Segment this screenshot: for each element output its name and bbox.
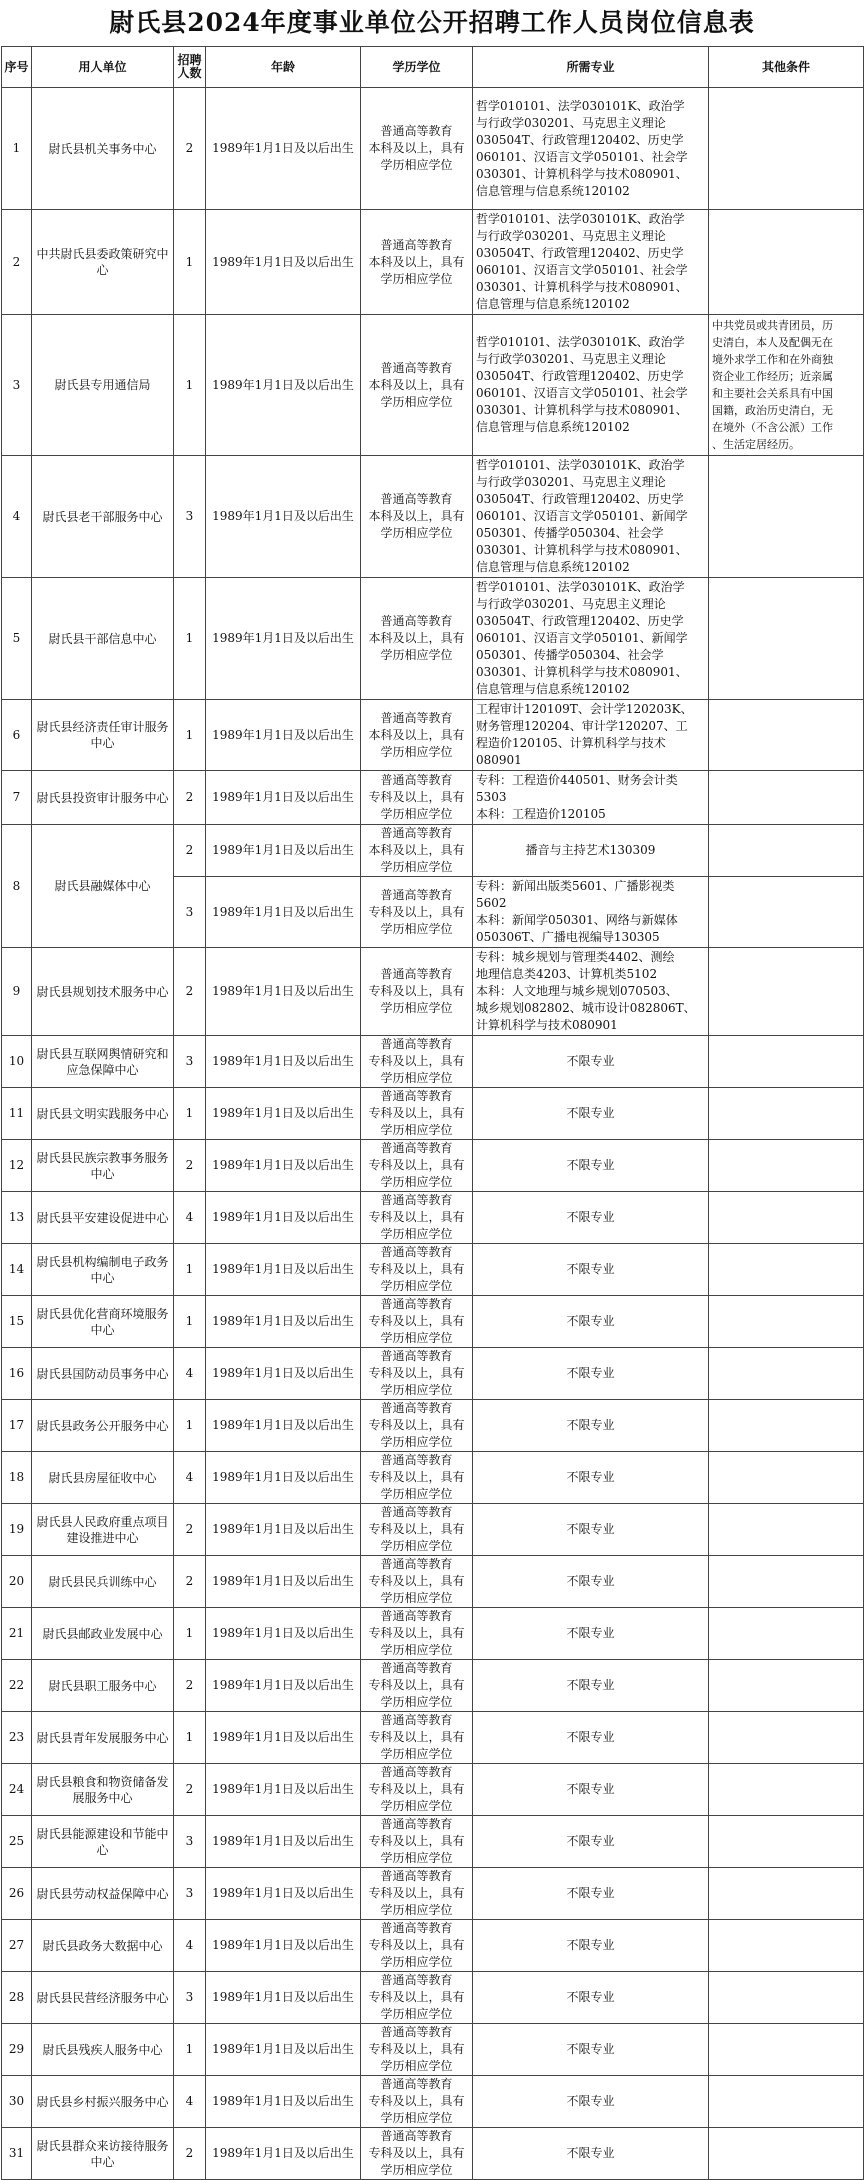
row-count: 1: [174, 2024, 206, 2076]
table-row: [2, 1348, 864, 1400]
row-count: 3: [174, 1868, 206, 1920]
row-unit: 尉氏县投资审计服务中心: [32, 771, 174, 825]
row-unit: 中共尉氏县委政策研究中心: [32, 210, 174, 315]
table-row: [2, 1452, 864, 1504]
row-seq: 13: [2, 1192, 32, 1244]
row-seq: 8: [2, 825, 32, 948]
table-row: [2, 700, 864, 771]
row-other: [709, 1920, 864, 1972]
row-count: 4: [174, 1452, 206, 1504]
row-edu: 普通高等教育 本科及以上，具有 学历相应学位: [361, 210, 473, 315]
row-unit: 尉氏县职工服务中心: [32, 1660, 174, 1712]
row-major: 哲学010101、法学030101K、政治学 与行政学030201、马克思主义理论 030504T、行政管理120402、历史学 060101、汉语言文学050101、新闻学 050301、传播学050304、社会学 030301、计算机科学与技术080901、 信息管理与信息系统120102: [473, 578, 709, 700]
row-unit: 尉氏县青年发展服务中心: [32, 1712, 174, 1764]
row-edu: 普通高等教育 专科及以上，具有 学历相应学位: [361, 2076, 473, 2128]
header-edu: 学历学位: [361, 47, 473, 88]
row-major: 不限专业: [473, 1140, 709, 1192]
row-seq: 12: [2, 1140, 32, 1192]
row-count: 1: [174, 1244, 206, 1296]
row-count: 2: [174, 2128, 206, 2180]
table-row: [2, 1504, 864, 1556]
header-seq: 序号: [2, 47, 32, 88]
row-edu: 普通高等教育 本科及以上，具有 学历相应学位: [361, 88, 473, 210]
row-other: [709, 1192, 864, 1244]
row-other: [709, 210, 864, 315]
row-unit: 尉氏县能源建设和节能中心: [32, 1816, 174, 1868]
row-age: 1989年1月1日及以后出生: [206, 1920, 361, 1972]
row-other: [709, 88, 864, 210]
row-seq: 26: [2, 1868, 32, 1920]
row-seq: 10: [2, 1036, 32, 1088]
table-row: [2, 315, 864, 456]
row-age: 1989年1月1日及以后出生: [206, 88, 361, 210]
row-seq: 6: [2, 700, 32, 771]
table-row: [2, 1140, 864, 1192]
row-edu: 普通高等教育 专科及以上，具有 学历相应学位: [361, 1244, 473, 1296]
row-edu: 普通高等教育 本科及以上，具有 学历相应学位: [361, 578, 473, 700]
row-count: 4: [174, 1192, 206, 1244]
row-count: 2: [174, 88, 206, 210]
row-edu: 普通高等教育 专科及以上，具有 学历相应学位: [361, 948, 473, 1036]
row-other: [709, 1504, 864, 1556]
row-major: 不限专业: [473, 1348, 709, 1400]
row-count: 3: [174, 456, 206, 578]
row-unit: 尉氏县政务公开服务中心: [32, 1400, 174, 1452]
row-age: 1989年1月1日及以后出生: [206, 1764, 361, 1816]
row-major: 不限专业: [473, 1504, 709, 1556]
row-seq: 7: [2, 771, 32, 825]
row-edu: 普通高等教育 专科及以上，具有 学历相应学位: [361, 2128, 473, 2180]
row-major: 哲学010101、法学030101K、政治学 与行政学030201、马克思主义理论 030504T、行政管理120402、历史学 060101、汉语言文学050101、社会学 030301、计算机科学与技术080901、 信息管理与信息系统120102: [473, 88, 709, 210]
row-major: 工程审计120109T、会计学120203K、 财务管理120204、审计学120207、工 程造价120105、计算机科学与技术 080901: [473, 700, 709, 771]
table-row: [2, 1868, 864, 1920]
row-major: 专科：城乡规划与管理类4402、测绘 地理信息类4203、计算机类5102 本科：人文地理与城乡规划070503、 城乡规划082802、城市设计082806T、 计算机科学与技术080901: [473, 948, 709, 1036]
row-count: 3: [174, 1972, 206, 2024]
row-seq: 31: [2, 2128, 32, 2180]
header-major: 所需专业: [473, 47, 709, 88]
row-seq: 3: [2, 315, 32, 456]
row-age: 1989年1月1日及以后出生: [206, 771, 361, 825]
row-edu: 普通高等教育 专科及以上，具有 学历相应学位: [361, 877, 473, 948]
row-count: 2: [174, 948, 206, 1036]
row-count: 2: [174, 1504, 206, 1556]
row-other: [709, 456, 864, 578]
row-other: [709, 771, 864, 825]
row-age: 1989年1月1日及以后出生: [206, 825, 361, 877]
row-count: 1: [174, 315, 206, 456]
table-row: [2, 948, 864, 1036]
header-age: 年龄: [206, 47, 361, 88]
row-unit: 尉氏县优化营商环境服务中心: [32, 1296, 174, 1348]
row-age: 1989年1月1日及以后出生: [206, 1088, 361, 1140]
row-major: 不限专业: [473, 1816, 709, 1868]
row-age: 1989年1月1日及以后出生: [206, 210, 361, 315]
row-major: 不限专业: [473, 1244, 709, 1296]
row-age: 1989年1月1日及以后出生: [206, 1660, 361, 1712]
row-other: [709, 2076, 864, 2128]
row-other: [709, 1088, 864, 1140]
row-major: 哲学010101、法学030101K、政治学 与行政学030201、马克思主义理论 030504T、行政管理120402、历史学 060101、汉语言文学050101、社会学 030301、计算机科学与技术080901、 信息管理与信息系统120102: [473, 210, 709, 315]
row-count: 3: [174, 1816, 206, 1868]
positions-table: [1, 46, 864, 2180]
row-other: [709, 825, 864, 877]
row-age: 1989年1月1日及以后出生: [206, 1556, 361, 1608]
table-row: [2, 1712, 864, 1764]
row-edu: 普通高等教育 专科及以上，具有 学历相应学位: [361, 1140, 473, 1192]
row-major: 不限专业: [473, 1088, 709, 1140]
row-age: 1989年1月1日及以后出生: [206, 456, 361, 578]
row-other: [709, 578, 864, 700]
table-row: [2, 825, 864, 877]
row-unit: 尉氏县文明实践服务中心: [32, 1088, 174, 1140]
row-unit: 尉氏县老干部服务中心: [32, 456, 174, 578]
row-unit: 尉氏县人民政府重点项目建设推进中心: [32, 1504, 174, 1556]
table-row: [2, 1036, 864, 1088]
row-edu: 普通高等教育 专科及以上，具有 学历相应学位: [361, 1712, 473, 1764]
row-edu: 普通高等教育 专科及以上，具有 学历相应学位: [361, 1348, 473, 1400]
row-major: 哲学010101、法学030101K、政治学 与行政学030201、马克思主义理论 030504T、行政管理120402、历史学 060101、汉语言文学050101、新闻学 050301、传播学050304、社会学 030301、计算机科学与技术080901、 信息管理与信息系统120102: [473, 456, 709, 578]
row-count: 1: [174, 1608, 206, 1660]
row-count: 2: [174, 1764, 206, 1816]
header-other: 其他条件: [709, 47, 864, 88]
row-count: 1: [174, 1712, 206, 1764]
row-major: 专科：新闻出版类5601、广播影视类 5602 本科：新闻学050301、网络与新媒体 050306T、广播电视编导130305: [473, 877, 709, 948]
row-age: 1989年1月1日及以后出生: [206, 948, 361, 1036]
table-row: [2, 771, 864, 825]
row-major: 不限专业: [473, 2128, 709, 2180]
row-major: 不限专业: [473, 1452, 709, 1504]
row-seq: 25: [2, 1816, 32, 1868]
table-row: [2, 2024, 864, 2076]
row-other: [709, 1400, 864, 1452]
row-age: 1989年1月1日及以后出生: [206, 1400, 361, 1452]
row-unit: 尉氏县平安建设促进中心: [32, 1192, 174, 1244]
row-count: 4: [174, 1920, 206, 1972]
row-seq: 27: [2, 1920, 32, 1972]
row-count: 2: [174, 771, 206, 825]
row-unit: 尉氏县民族宗教事务服务中心: [32, 1140, 174, 1192]
row-unit: 尉氏县规划技术服务中心: [32, 948, 174, 1036]
table-row: [2, 456, 864, 578]
row-seq: 14: [2, 1244, 32, 1296]
row-seq: 2: [2, 210, 32, 315]
row-unit: 尉氏县互联网舆情研究和应急保障中心: [32, 1036, 174, 1088]
row-count: 2: [174, 825, 206, 877]
table-row: [2, 2128, 864, 2180]
row-edu: 普通高等教育 专科及以上，具有 学历相应学位: [361, 1764, 473, 1816]
row-other: [709, 1816, 864, 1868]
row-major: 不限专业: [473, 1920, 709, 1972]
row-count: 4: [174, 1348, 206, 1400]
row-major: 不限专业: [473, 1296, 709, 1348]
row-seq: 23: [2, 1712, 32, 1764]
row-other: [709, 1036, 864, 1088]
row-edu: 普通高等教育 专科及以上，具有 学历相应学位: [361, 771, 473, 825]
row-unit: 尉氏县经济责任审计服务中心: [32, 700, 174, 771]
row-seq: 29: [2, 2024, 32, 2076]
row-edu: 普通高等教育 专科及以上，具有 学历相应学位: [361, 1192, 473, 1244]
table-row: [2, 1400, 864, 1452]
row-edu: 普通高等教育 专科及以上，具有 学历相应学位: [361, 1036, 473, 1088]
row-age: 1989年1月1日及以后出生: [206, 1608, 361, 1660]
row-unit: 尉氏县残疾人服务中心: [32, 2024, 174, 2076]
row-major: 不限专业: [473, 1036, 709, 1088]
row-unit: 尉氏县乡村振兴服务中心: [32, 2076, 174, 2128]
row-major: 播音与主持艺术130309: [473, 825, 709, 877]
row-count: 1: [174, 1296, 206, 1348]
row-other: [709, 2128, 864, 2180]
row-seq: 1: [2, 88, 32, 210]
row-major: 不限专业: [473, 1868, 709, 1920]
row-major: 不限专业: [473, 1192, 709, 1244]
row-major: 不限专业: [473, 1764, 709, 1816]
table-row: [2, 1608, 864, 1660]
row-major: 不限专业: [473, 2076, 709, 2128]
row-edu: 普通高等教育 专科及以上，具有 学历相应学位: [361, 1296, 473, 1348]
row-seq: 16: [2, 1348, 32, 1400]
row-seq: 24: [2, 1764, 32, 1816]
row-count: 1: [174, 700, 206, 771]
row-age: 1989年1月1日及以后出生: [206, 1348, 361, 1400]
row-age: 1989年1月1日及以后出生: [206, 1504, 361, 1556]
row-count: 4: [174, 2076, 206, 2128]
row-edu: 普通高等教育 专科及以上，具有 学历相应学位: [361, 1660, 473, 1712]
header-unit: 用人单位: [32, 47, 174, 88]
row-unit: 尉氏县专用通信局: [32, 315, 174, 456]
row-seq: 17: [2, 1400, 32, 1452]
row-other: [709, 1712, 864, 1764]
header-count: 招聘人数: [174, 47, 206, 88]
table-row: [2, 2076, 864, 2128]
row-age: 1989年1月1日及以后出生: [206, 700, 361, 771]
row-major: 不限专业: [473, 1972, 709, 2024]
row-other: [709, 1608, 864, 1660]
table-row: [2, 88, 864, 210]
row-seq: 5: [2, 578, 32, 700]
row-edu: 普通高等教育 本科及以上，具有 学历相应学位: [361, 700, 473, 771]
row-count: 2: [174, 1660, 206, 1712]
row-count: 2: [174, 1556, 206, 1608]
row-seq: 15: [2, 1296, 32, 1348]
row-count: 3: [174, 1036, 206, 1088]
row-other: [709, 1244, 864, 1296]
row-unit: 尉氏县机构编制电子政务中心: [32, 1244, 174, 1296]
row-age: 1989年1月1日及以后出生: [206, 1192, 361, 1244]
header-row: [2, 47, 864, 88]
row-age: 1989年1月1日及以后出生: [206, 1140, 361, 1192]
row-seq: 21: [2, 1608, 32, 1660]
row-age: 1989年1月1日及以后出生: [206, 1452, 361, 1504]
row-unit: 尉氏县粮食和物资储备发展服务中心: [32, 1764, 174, 1816]
row-seq: 28: [2, 1972, 32, 2024]
row-unit: 尉氏县国防动员事务中心: [32, 1348, 174, 1400]
row-seq: 20: [2, 1556, 32, 1608]
row-unit: 尉氏县群众来访接待服务中心: [32, 2128, 174, 2180]
row-other: [709, 1452, 864, 1504]
row-age: 1989年1月1日及以后出生: [206, 1296, 361, 1348]
row-age: 1989年1月1日及以后出生: [206, 1868, 361, 1920]
row-major: 哲学010101、法学030101K、政治学 与行政学030201、马克思主义理论 030504T、行政管理120402、历史学 060101、汉语言文学050101、社会学 030301、计算机科学与技术080901、 信息管理与信息系统120102: [473, 315, 709, 456]
row-age: 1989年1月1日及以后出生: [206, 877, 361, 948]
row-other: [709, 948, 864, 1036]
row-edu: 普通高等教育 专科及以上，具有 学历相应学位: [361, 1556, 473, 1608]
row-unit: 尉氏县房屋征收中心: [32, 1452, 174, 1504]
row-seq: 4: [2, 456, 32, 578]
row-edu: 普通高等教育 本科及以上，具有 学历相应学位: [361, 315, 473, 456]
table-row: [2, 1244, 864, 1296]
row-seq: 30: [2, 2076, 32, 2128]
row-seq: 9: [2, 948, 32, 1036]
table-row: [2, 1192, 864, 1244]
table-row: [2, 1764, 864, 1816]
row-other: [709, 1972, 864, 2024]
row-major: 不限专业: [473, 1608, 709, 1660]
row-edu: 普通高等教育 专科及以上，具有 学历相应学位: [361, 1972, 473, 2024]
row-edu: 普通高等教育 专科及以上，具有 学历相应学位: [361, 1088, 473, 1140]
table-row: [2, 1660, 864, 1712]
table-row: [2, 1556, 864, 1608]
row-other: [709, 1868, 864, 1920]
row-age: 1989年1月1日及以后出生: [206, 315, 361, 456]
row-unit: 尉氏县干部信息中心: [32, 578, 174, 700]
row-edu: 普通高等教育 专科及以上，具有 学历相应学位: [361, 1400, 473, 1452]
row-major: 不限专业: [473, 1556, 709, 1608]
row-unit: 尉氏县邮政业发展中心: [32, 1608, 174, 1660]
row-major: 专科：工程造价440501、财务会计类 5303 本科：工程造价120105: [473, 771, 709, 825]
table-row: [2, 1296, 864, 1348]
row-unit: 尉氏县融媒体中心: [32, 825, 174, 948]
row-major: 不限专业: [473, 1712, 709, 1764]
row-other: [709, 1764, 864, 1816]
row-count: 2: [174, 1140, 206, 1192]
row-age: 1989年1月1日及以后出生: [206, 578, 361, 700]
row-other: [709, 1348, 864, 1400]
row-seq: 22: [2, 1660, 32, 1712]
row-unit: 尉氏县劳动权益保障中心: [32, 1868, 174, 1920]
row-other: [709, 2024, 864, 2076]
row-unit: 尉氏县机关事务中心: [32, 88, 174, 210]
row-age: 1989年1月1日及以后出生: [206, 1816, 361, 1868]
table-row: [2, 1920, 864, 1972]
row-count: 1: [174, 578, 206, 700]
row-other: [709, 877, 864, 948]
row-edu: 普通高等教育 专科及以上，具有 学历相应学位: [361, 1920, 473, 1972]
table-row: [2, 210, 864, 315]
row-other: [709, 1140, 864, 1192]
row-age: 1989年1月1日及以后出生: [206, 1036, 361, 1088]
row-unit: 尉氏县政务大数据中心: [32, 1920, 174, 1972]
row-seq: 19: [2, 1504, 32, 1556]
row-age: 1989年1月1日及以后出生: [206, 2024, 361, 2076]
row-edu: 普通高等教育 专科及以上，具有 学历相应学位: [361, 1608, 473, 1660]
row-unit: 尉氏县民兵训练中心: [32, 1556, 174, 1608]
row-count: 3: [174, 877, 206, 948]
row-seq: 18: [2, 1452, 32, 1504]
row-other: 中共党员或共青团员，历 史清白，本人及配偶无在 境外求学工作和在外商独 资企业工作经历；近亲属 和主要社会关系具有中国 国籍，政治历史清白，无 在境外（不含公派）工作 、生活定居经历。: [709, 315, 864, 456]
table-row: [2, 1972, 864, 2024]
row-edu: 普通高等教育 本科及以上，具有 学历相应学位: [361, 456, 473, 578]
row-major: 不限专业: [473, 2024, 709, 2076]
row-edu: 普通高等教育 专科及以上，具有 学历相应学位: [361, 1504, 473, 1556]
table-row: [2, 1088, 864, 1140]
row-count: 1: [174, 1088, 206, 1140]
row-edu: 普通高等教育 专科及以上，具有 学历相应学位: [361, 1452, 473, 1504]
row-edu: 普通高等教育 本科及以上，具有 学历相应学位: [361, 825, 473, 877]
table-row: [2, 1816, 864, 1868]
row-age: 1989年1月1日及以后出生: [206, 2128, 361, 2180]
row-age: 1989年1月1日及以后出生: [206, 2076, 361, 2128]
row-other: [709, 1660, 864, 1712]
row-edu: 普通高等教育 专科及以上，具有 学历相应学位: [361, 1816, 473, 1868]
row-major: 不限专业: [473, 1660, 709, 1712]
page-title: 尉氏县2024年度事业单位公开招聘工作人员岗位信息表: [109, 8, 755, 37]
row-age: 1989年1月1日及以后出生: [206, 1244, 361, 1296]
row-age: 1989年1月1日及以后出生: [206, 1972, 361, 2024]
table-row: [2, 578, 864, 700]
row-seq: 11: [2, 1088, 32, 1140]
row-age: 1989年1月1日及以后出生: [206, 1712, 361, 1764]
row-count: 1: [174, 210, 206, 315]
row-edu: 普通高等教育 专科及以上，具有 学历相应学位: [361, 1868, 473, 1920]
row-edu: 普通高等教育 专科及以上，具有 学历相应学位: [361, 2024, 473, 2076]
row-other: [709, 700, 864, 771]
row-other: [709, 1556, 864, 1608]
row-unit: 尉氏县民营经济服务中心: [32, 1972, 174, 2024]
row-major: 不限专业: [473, 1400, 709, 1452]
row-count: 1: [174, 1400, 206, 1452]
row-other: [709, 1296, 864, 1348]
